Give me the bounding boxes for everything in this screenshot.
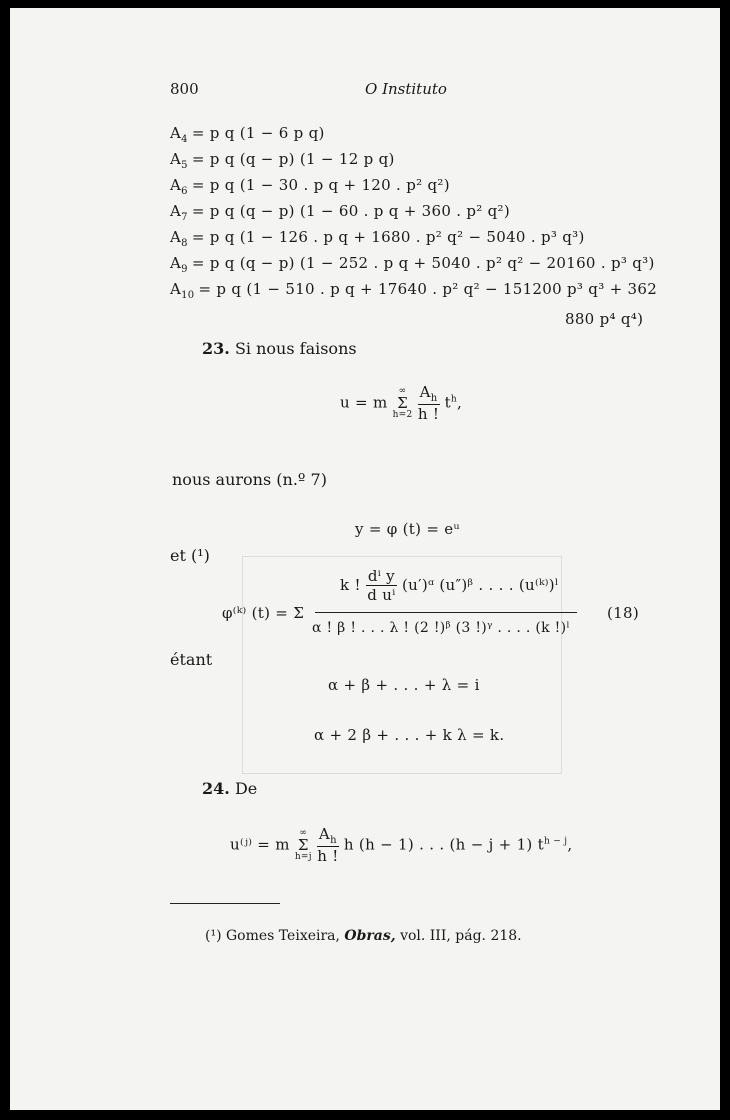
- a-lhs: A: [170, 228, 182, 246]
- numerator: A: [419, 383, 431, 401]
- section-23: [202, 339, 357, 358]
- nous-aurons: nous aurons (n.º 7): [172, 470, 327, 489]
- fraction: [317, 826, 339, 865]
- section-24: [202, 779, 257, 798]
- page: [10, 8, 720, 1110]
- a-lhs: A: [170, 150, 182, 168]
- sum-operator: [295, 829, 312, 862]
- fraction: [418, 384, 440, 423]
- sum-bottom: h=2: [392, 410, 413, 420]
- a-rhs: = p q (q − p) (1 − 60 . p q + 360 . p² q²): [191, 202, 511, 220]
- phi-lhs: φ⁽ᵏ⁾ (t) = Σ: [222, 604, 305, 622]
- sum-symbol: Σ: [297, 836, 309, 854]
- footnote-rest: vol. III, pág. 218.: [400, 928, 522, 944]
- a-equation-line: [170, 150, 395, 171]
- phi-numerator-right: (u′)ᵅ (u″)ᵝ . . . . (u⁽ᵏ⁾)ˡ: [402, 575, 559, 594]
- a-subscript: 9: [181, 264, 188, 275]
- numerator-sub: h: [430, 393, 438, 404]
- footnote-marker: (¹): [205, 928, 222, 944]
- section-text: De: [234, 779, 258, 798]
- a-equation-line: [170, 202, 510, 223]
- phi-k-factorial: k !: [340, 575, 361, 594]
- a-rhs: = p q (1 − 126 . p q + 1680 . p² q² − 5040 . p³ q³): [191, 228, 585, 246]
- a-subscript: 10: [181, 290, 195, 301]
- a-subscript: 5: [181, 160, 188, 171]
- u-tail: t: [444, 393, 451, 412]
- uj-end: ,: [567, 835, 573, 854]
- running-title: O Instituto: [365, 80, 447, 98]
- footnote-author: Gomes Teixeira,: [226, 928, 340, 944]
- a-rhs: = p q (q − p) (1 − 12 p q): [191, 150, 395, 168]
- numerator-sub: h: [330, 835, 337, 846]
- sum-top: ∞: [299, 828, 308, 838]
- phi-numerator: [340, 568, 559, 604]
- uj-tail-sup: h − j: [543, 836, 568, 847]
- u-end: ,: [457, 393, 463, 412]
- a-rhs: = p q (1 − 510 . p q + 17640 . p² q² − 151200 p³ q³ + 362: [198, 280, 658, 298]
- a-rhs: = p q (1 − 30 . p q + 120 . p² q²): [191, 176, 450, 194]
- et-ref: et (¹): [170, 546, 210, 565]
- a-subscript: 7: [181, 212, 188, 223]
- a-lhs: A: [170, 176, 182, 194]
- u-tail-sup: h: [450, 394, 458, 405]
- inner-numerator: dⁱ y: [367, 567, 395, 585]
- a-rhs: = p q (q − p) (1 − 252 . p q + 5040 . p² q² − 20160 . p³ q³): [191, 254, 655, 272]
- phi-denominator: α ! β ! . . . λ ! (2 !)ᵝ (3 !)ᵞ . . . . (k !)ˡ: [312, 620, 571, 636]
- a-lhs: A: [170, 280, 182, 298]
- uj-lhs: u⁽ʲ⁾ = m: [230, 835, 290, 854]
- uj-equation: [230, 826, 572, 865]
- etant: étant: [170, 650, 213, 669]
- a-equation-line: [170, 124, 325, 145]
- u-definition: [340, 384, 462, 423]
- a-subscript: 6: [181, 186, 188, 197]
- denominator: h !: [317, 847, 339, 865]
- inner-fraction: [366, 568, 397, 604]
- footnote: [205, 928, 522, 944]
- a-equation-line: [170, 254, 655, 275]
- section-text: Si nous faisons: [234, 339, 357, 358]
- sum-symbol: Σ: [397, 394, 409, 412]
- a-rhs: = p q (1 − 6 p q): [191, 124, 325, 142]
- a-subscript: 4: [181, 134, 188, 145]
- a-lhs: A: [170, 124, 182, 142]
- section-number: 24.: [202, 779, 230, 798]
- condition-2: α + 2 β + . . . + k λ = k.: [314, 726, 505, 744]
- sum-top: ∞: [398, 386, 407, 396]
- equation-label: (18): [607, 604, 639, 622]
- a10-continuation: 880 p⁴ q⁴): [565, 310, 644, 328]
- uj-tail: h (h − 1) . . . (h − j + 1) t: [343, 835, 544, 854]
- inner-denominator: d uⁱ: [367, 585, 396, 604]
- a-equation-line: [170, 228, 585, 249]
- footnote-rule: [170, 903, 280, 904]
- section-number: 23.: [202, 339, 230, 358]
- a-equation-line: [170, 280, 657, 301]
- a-subscript: 8: [181, 238, 188, 249]
- a-equation-line: [170, 176, 450, 197]
- phi-fraction-bar: [315, 612, 577, 613]
- condition-1: α + β + . . . + λ = i: [328, 676, 480, 694]
- a-lhs: A: [170, 254, 182, 272]
- denominator: h !: [417, 405, 440, 423]
- sum-operator: [393, 387, 413, 420]
- sum-bottom: h=j: [294, 852, 312, 862]
- footnote-work: Obras,: [344, 928, 396, 944]
- page-number: 800: [170, 80, 199, 98]
- numerator: A: [318, 825, 331, 843]
- a-lhs: A: [170, 202, 182, 220]
- y-definition: y = φ (t) = eᵘ: [355, 520, 460, 538]
- u-lhs: u = m: [340, 393, 388, 412]
